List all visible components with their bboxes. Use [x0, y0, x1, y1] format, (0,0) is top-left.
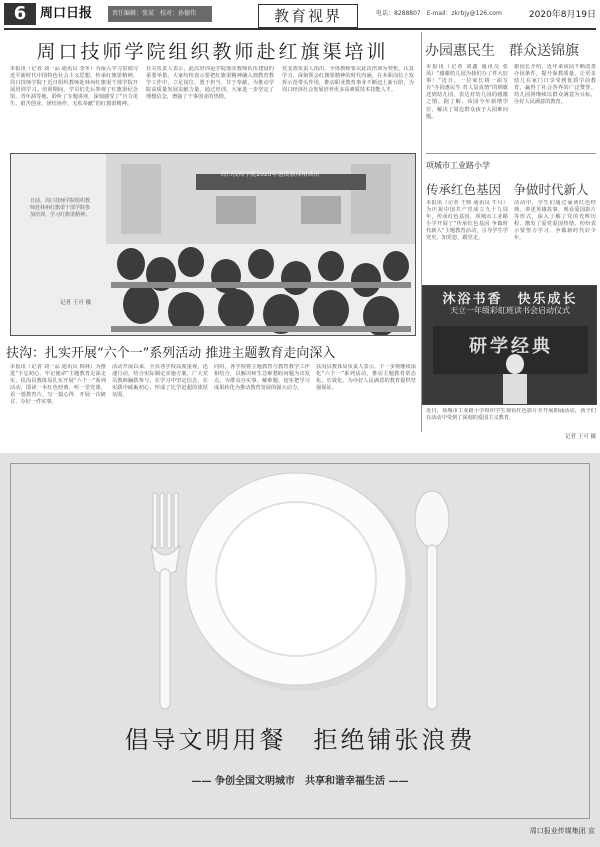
sub-article-col-2: 活动开展以来，全县各学校高度重视，迅速行动，结合实际制定实施方案，广大党员教师踊跃参与，在学习中坚定信念，在实践中砥砺初心，形成了比学赶超的浓厚氛围。: [112, 364, 208, 399]
page-number: 6: [4, 3, 36, 25]
reading-photo-caption: 近日，项城市工业路小学组织学生观看红色影片并开展朗诵活动，孩子们在活动中受到了深刻的爱国主义教育。: [426, 408, 596, 422]
main-article-col-1: 本报讯（记者 刘一品 通讯员 李冬）为深入学习贯彻习近平新时代中国特色社会主义思想，传承红旗渠精神，周口技师学院于近日组织教师赴林州红旗渠干部学院开展培训学习。培训期间，学员们先后参观了红旗渠纪念馆、青年洞等地，聆听了专题讲座，深刻感受了“自力更生、艰苦创业、团结协作、无私奉献”的红旗渠精神。: [10, 66, 138, 108]
training-photo-scene: [11, 154, 416, 336]
header-contact: 电话：8288807 E-mail：zkrbjy@126.com: [376, 10, 502, 17]
plate-well: [216, 502, 376, 656]
paper-name: 周口日报: [40, 6, 93, 21]
sub-article-col-3: 同时，各学校将主题教育与教育教学工作相结合，以解决师生急难愁盼问题为出发点，为群众办实事、解难题，切实把学习成果转化为推动教育发展的强大动力。: [214, 364, 310, 392]
spoon-icon: [415, 491, 449, 709]
ad-slogan: 倡导文明用餐 拒绝铺张浪费: [124, 726, 476, 754]
header-editor: 责任编辑：张某 校对：孙德伟: [112, 10, 197, 17]
right-rule: [426, 153, 596, 154]
ad-illustration: [0, 453, 600, 753]
sub-article-col-4: 扶沟县教体局负责人表示，下一步将继续深化“六个一”系列活动，推动主题教育常态化、长效化，为办好人民满意的教育提供坚强保证。: [316, 364, 416, 392]
training-photo: [10, 153, 416, 336]
right-article2-col-1: 本报讯（记者 王帅 通讯员 牛丹）为庆祝中国共产党成立九十九周年，传承红色基因，项城市工业路小学开展了“传承红色基因 争做时代新人”主题教育活动，引导学生学党史、知党恩、跟党走。: [426, 200, 508, 242]
right-kicker: 项城市工业路小学: [426, 161, 490, 170]
reading-photo-credit: 记者 王可 摄: [565, 434, 596, 440]
sub-headline: 扶沟：扎实开展“六个一”系列活动 推进主题教育走向深入: [6, 346, 336, 361]
reading-board-text: 研学经典: [469, 336, 553, 357]
section-title: 教育视界: [258, 4, 358, 28]
ad-sponsor: 周口报业传媒集团 宣: [529, 827, 595, 835]
reading-banner: 沐浴书香 快乐成长: [442, 292, 578, 307]
right-headline-1: 办园惠民生 群众送锦旗: [425, 43, 579, 59]
ad-subline: —— 争创全国文明城市 共享和谐幸福生活 ——: [191, 776, 409, 787]
fork-icon: [151, 493, 180, 709]
right-headline-2: 传承红色基因 争做时代新人: [426, 182, 589, 197]
right-article-col-2: 据园长介绍，近年来该园不断改善办园条件，提升保教质量，让更多幼儿在家门口享受到优质学前教育，赢得了社会各界的广泛赞誉。幼儿园将继续以群众满意为目标，办好人民满意的教育。: [514, 64, 596, 106]
main-article-col-2: 有关负责人表示，此次培训是学院落实教师队伍建设的重要举措，大家纷纷表示要把红旗渠精神融入到教育教学工作中，立足岗位、勇于担当、甘于奉献，为推动学院高质量发展贡献力量。通过培训，大家进一步坚定了理想信念，增强了干事创业的热情。: [146, 66, 274, 101]
right-article-col-1: 本报讯（记者 刘鑫 通讯员 张凤）“感谢幼儿园为我们办了件大好事！”近日，一位家长将一面写有“办园惠民生 育人显真情”的锦旗送到幼儿园，表达对幼儿园的感激之情。据了解，该园今年新增学位，解决了周边群众孩子入园难问题。: [426, 64, 508, 120]
training-photo-credit: 记者 王可 摄: [60, 300, 91, 306]
main-article-col-3: 党支部负责人指出，全体教师要以此次培训为契机，认真学习、深刻领会红旗渠精神的时代内涵，在本职岗位上发挥示范带头作用，推动职业教育事业不断迈上新台阶，为周口经济社会发展培养更多高素质技术技能人才。: [282, 66, 414, 94]
right-article2-col-2: 活动中，学生们通过诵读红色经典、讲述英雄故事、观看爱国影片等形式，深入了解了党的光辉历程，激发了爱党爱国热情，纷纷表示要努力学习，争做新时代好少年。: [514, 200, 596, 242]
header-date: 2020年8月19日: [528, 10, 596, 20]
sub-article-col-1: 本报讯（记者 刘一品 通讯员 韩林）为推进“不忘初心、牢记使命”主题教育走深走实，扶沟县教体局扎实开展“六个一”系列活动，即读一本红色经典、听一堂党课、看一部教育片、写一篇心得、开展一次研讨、办好一件实事。: [10, 364, 106, 406]
header-rule: [4, 28, 596, 30]
main-headline: 周口技师学院组织教师赴红旗渠培训: [36, 41, 389, 63]
training-banner: 周口技师学院2020年暑期教师培训班: [220, 171, 320, 178]
training-photo-caption: 日前，周口技师学院组织教师赴林州红旗渠干部学院参加培训，学习红旗渠精神。: [30, 198, 91, 218]
reading-subbanner: 天立一年级彩虹班读书会启动仪式: [450, 306, 570, 315]
